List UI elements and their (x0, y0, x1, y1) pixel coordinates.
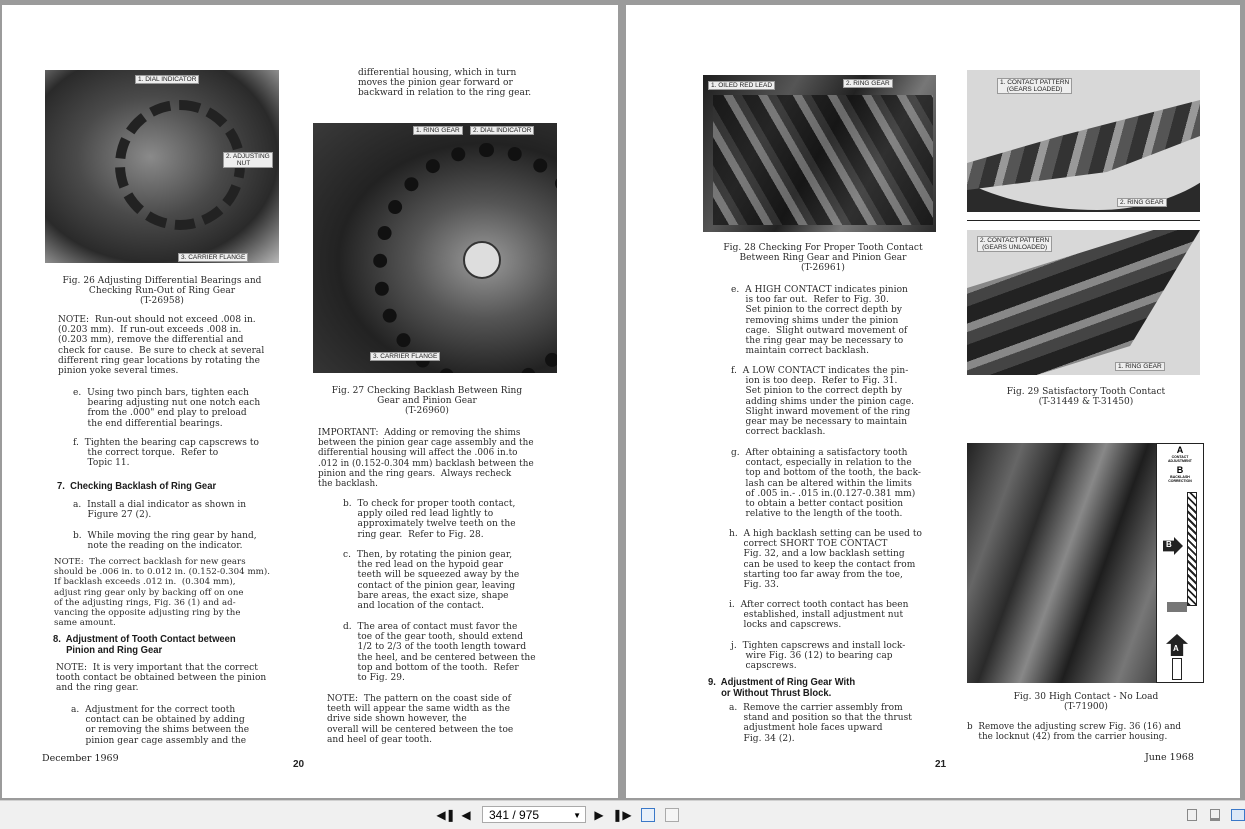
remove-page-icon[interactable] (664, 807, 680, 823)
previous-page-icon[interactable]: ◀ (461, 808, 471, 822)
heading-9: 9. Adjustment of Ring Gear With or Without Thrust Block. (708, 676, 856, 699)
arrow-b-label: B (1166, 540, 1172, 549)
fig29-photo-top (967, 70, 1200, 212)
fig29-top-label-2: 2. RING GEAR (1117, 198, 1167, 207)
note-tooth-contact: NOTE: It is very important that the correct tooth contact be obtained between the pinion and the ring gear. (56, 663, 267, 694)
fig26-caption: Fig. 26 Adjusting Differential Bearings and Checking Run-Out of Ring Gear (T-26958) (62, 276, 262, 307)
continuous-view-icon[interactable] (1210, 809, 1220, 821)
step-9b: b Remove the adjusting screw Fig. 36 (16) and the locknut (42) from the carrier housing. (967, 722, 1182, 743)
note-backlash: NOTE: The correct backlash for new gears should be .006 in. to 0.012 in. (0.152-0.304 mm). If backlash exceeds .012 in. (0.304 mm), adjust ring gear only by backing off on one of the adjusting rings, Fig. 36 (1) and ad- vancing the opposite adjusting ring by the same amount. (54, 557, 271, 629)
important-note: IMPORTANT: Adding or removing the shims between the pinion gear cage assembly and the differential housing will affect the .006 in.to .012 in (0.152-0.304 mm) backlash between the pinion and the ring gears. Always recheck the backlash. (318, 428, 534, 490)
fig26-label-3: 3. CARRIER FLANGE (178, 253, 248, 262)
current-page-value: 341 / 975 (489, 808, 540, 822)
dial-indicator-shape (463, 241, 501, 279)
fig28-caption: Fig. 28 Checking For Proper Tooth Contact Between Ring Gear and Pinion Gear (T-26961) (723, 243, 923, 274)
last-page-icon[interactable]: ❚▶ (612, 808, 632, 822)
fig28-label-1: 1. OILED RED LEAD (708, 81, 775, 90)
first-page-icon[interactable]: ◀❚ (436, 808, 456, 822)
pinion-head-shape (1167, 602, 1187, 612)
step-g: g. After obtaining a satisfactory tooth contact, especially in relation to the top and bottom of the tooth, the back- lash can be altered within the limits of .005 in.- .015 in.(0.127-0.381 mm) to obtain a better contact position relative to the length of the tooth. (731, 448, 922, 520)
viewer-toolbar (0, 800, 1245, 829)
single-page-view-icon[interactable] (1187, 809, 1197, 821)
step-j: j. Tighten capscrews and install lock- wire Fig. 36 (12) to bearing cap capscrews. (731, 641, 906, 672)
heading-8: 8. Adjustment of Tooth Contact between Pinion and Ring Gear (53, 633, 236, 656)
fig27-caption: Fig. 27 Checking Backlash Between Ring Gear and Pinion Gear (T-26960) (331, 386, 523, 417)
fig28-photo (703, 75, 936, 232)
col2-top-text: differential housing, which in turn moves the pinion gear forward or backward in relation to the ring gear. (358, 68, 532, 99)
step-h: h. A high backlash setting can be used to correct SHORT TOE CONTACT Fig. 32, and a low backlash setting can be used to keep the contact from starting too far away from the toe, Fig. 33. (729, 529, 922, 591)
footer-date: June 1968 (1145, 752, 1194, 763)
fig30-caption: Fig. 30 High Contact - No Load (T-71900) (1013, 692, 1159, 713)
step-f-low-contact: f. A LOW CONTACT indicates the pin- ion is too deep. Refer to Fig. 31. Set pinion to the correct depth by adding shims under the pinion cage. Slight inward movement of the ring gear may be necessary to maintain correct backlash. (731, 366, 914, 438)
fig27-label-2: 2. DIAL INDICATOR (470, 126, 534, 135)
step-e-high-contact: e. A HIGH CONTACT indicates pinion is too far out. Refer to Fig. 30. Set pinion to the correct depth by removing shims under the pinion cage. Slight outward movement of the ring gear may be necessary to maintain correct backlash. (731, 285, 908, 357)
two-page-view-icon[interactable] (1231, 809, 1245, 821)
step-8d: d. The area of contact must favor the toe of the gear tooth, should extend 1/2 to 2/3 of the tooth length toward the heel, and be centered between the top and bottom of the tooth. Refer to Fig. 29. (343, 622, 536, 684)
fig29-caption: Fig. 29 Satisfactory Tooth Contact (T-31449 & T-31450) (1006, 387, 1166, 408)
page-number: 20 (293, 759, 305, 770)
page-number-select[interactable] (482, 806, 586, 823)
fig29-divider (967, 220, 1200, 221)
legend-backlash-correction: BACKLASH CORRECTION (1168, 475, 1192, 483)
chevron-down-icon: ▼ (573, 811, 581, 820)
next-page-icon[interactable]: ▶ (594, 808, 604, 822)
step-8b: b. To check for proper tooth contact, apply oiled red lead lightly to approximately twelve teeth on the ring gear. Refer to Fig. 28. (343, 499, 516, 540)
fig29-bottom-label-2: 1. RING GEAR (1115, 362, 1165, 371)
heading-7: 7. Checking Backlash of Ring Gear (57, 480, 217, 492)
step-e: e. Using two pinch bars, tighten each bearing adjusting nut one notch each from the .000" end play to preload the end differential bearings. (73, 388, 261, 429)
step-i: i. After correct tooth contact has been established, install adjustment nut locks and capscrews. (729, 600, 909, 631)
spiral-gear-shape (1187, 492, 1197, 606)
step-8c: c. Then, by rotating the pinion gear, the red lead on the hypoid gear teeth will be squeezed away by the contact of the pinion gear, leaving bare areas, the exact size, shape and location of the contact. (343, 550, 520, 612)
fig28-label-2: 2. RING GEAR (843, 79, 893, 88)
step-9a: a. Remove the carrier assembly from stand and position so that the thrust adjustment hole faces upward Fig. 34 (2). (729, 703, 912, 744)
fig30-photo (967, 443, 1159, 683)
fig26-label-2: 2. ADJUSTING NUT (223, 152, 273, 168)
arrow-a-label: A (1173, 644, 1179, 653)
legend-b-letter: B (1176, 465, 1184, 475)
legend-contact-adjustment: CONTACT ADJUSTMENT (1168, 455, 1192, 463)
footer-date: December 1969 (42, 753, 119, 764)
note-runout: NOTE: Run-out should not exceed .008 in. (0.203 mm). If run-out exceeds .008 in. (0.203 mm), remove the differential and check for cause. Be sure to check at several different ring gear locations by rotating the pinion yoke several times. (58, 315, 265, 377)
insert-page-icon[interactable] (640, 807, 656, 823)
fig26-label-1: 1. DIAL INDICATOR (135, 75, 199, 84)
page-20 (2, 5, 618, 798)
pinion-shaft-shape (1172, 658, 1182, 680)
fig29-bottom-label-1: 2. CONTACT PATTERN (GEARS UNLOADED) (977, 236, 1052, 252)
page-21 (626, 5, 1240, 798)
step-7b: b. While moving the ring gear by hand, note the reading on the indicator. (73, 531, 257, 552)
fig26-photo (45, 70, 279, 263)
fig30-legend-panel (1156, 443, 1204, 683)
step-7a: a. Install a dial indicator as shown in Figure 27 (2). (73, 500, 247, 521)
gear-teeth-shape (713, 95, 933, 225)
step-8a: a. Adjustment for the correct tooth contact can be obtained by adding or removing the shims between the pinion gear cage assembly and the (71, 705, 250, 746)
step-f: f. Tighten the bearing cap capscrews to the correct torque. Refer to Topic 11. (73, 438, 259, 469)
fig27-photo (313, 123, 557, 373)
fig29-photo-bottom (967, 230, 1200, 375)
legend-a-letter: A (1176, 445, 1184, 455)
page-number: 21 (935, 759, 947, 770)
fig29-top-label-1: 1. CONTACT PATTERN (GEARS LOADED) (997, 78, 1072, 94)
fig27-label-3: 3. CARRIER FLANGE (370, 352, 440, 361)
note-coast-side: NOTE: The pattern on the coast side of teeth will appear the same width as the drive side shown however, the overall will be centered between the toe and heel of gear tooth. (327, 694, 514, 745)
fig27-label-1: 1. RING GEAR (413, 126, 463, 135)
